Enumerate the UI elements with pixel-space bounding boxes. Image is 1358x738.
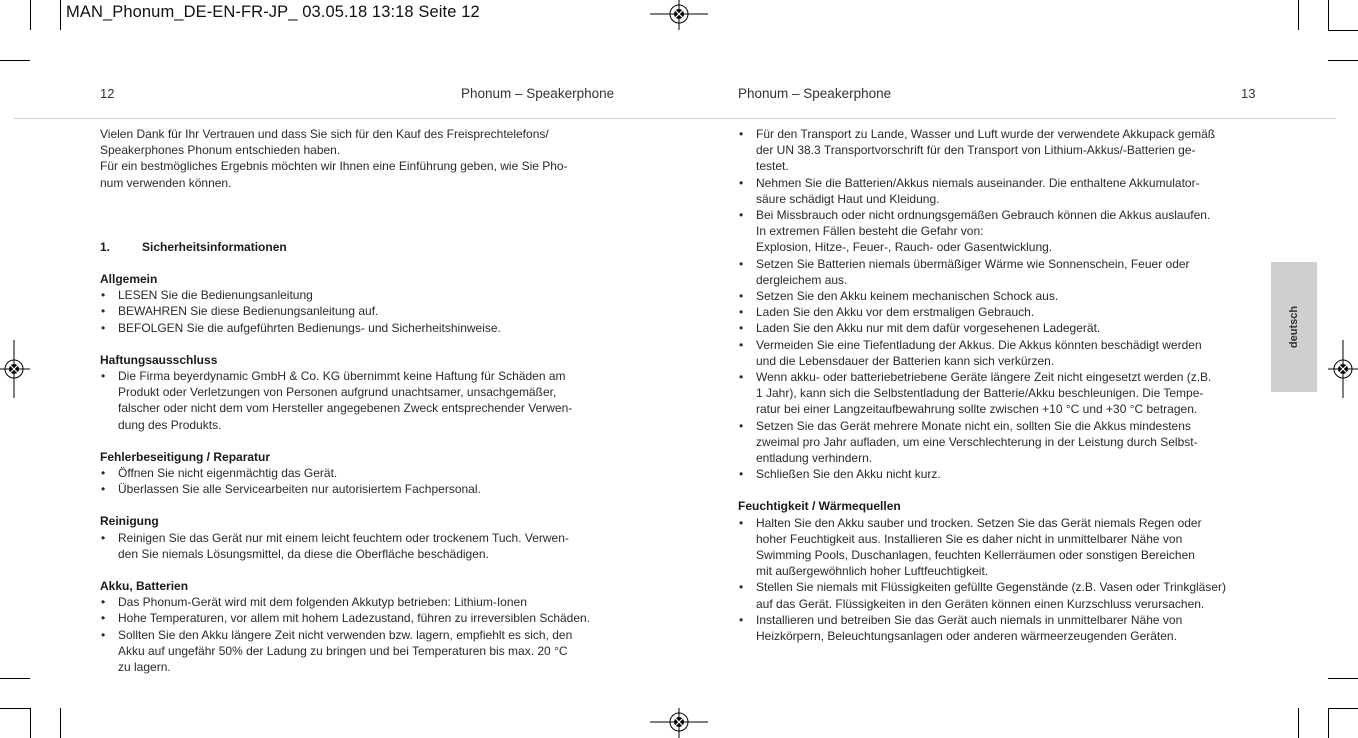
left-page-number: 12	[100, 86, 115, 101]
print-slug: MAN_Phonum_DE-EN-FR-JP_ 03.05.18 13:18 Seite 12	[66, 3, 480, 21]
list-item: • BEWAHREN Sie diese Bedienungsanleitung auf.	[100, 303, 625, 319]
left-running-title: Phonum – Speakerphone	[461, 86, 615, 101]
list-item: • Setzen Sie den Akku keinem mechanischen Schock aus.	[738, 288, 1263, 304]
haftung-heading: Haftungsausschluss	[100, 352, 218, 367]
list-item: • Setzen Sie das Gerät mehrere Monate nicht ein, sollten Sie die Akkus mindestens zweimal pro Jahr aufladen, um eine Verschlechterung in der Leistung durch Selbst- entladung verhindern.	[738, 418, 1263, 467]
list-item: • Für den Transport zu Lande, Wasser und Luft wurde der verwendete Akkupack gemäß der UN 38.3 Transportvorschrift für den Transport von Lithium-Akkus/-Batterien ge- testet.	[738, 126, 1263, 175]
akku-list-continued	[738, 126, 1263, 482]
allgemein-list	[100, 287, 625, 336]
list-item: • Laden Sie den Akku nur mit dem dafür vorgesehenen Ladegerät.	[738, 320, 1263, 336]
right-page-content	[738, 126, 1263, 644]
section-title: Sicherheitsinformationen	[142, 239, 287, 254]
akku-list	[100, 594, 625, 675]
list-item: • Schließen Sie den Akku nicht kurz.	[738, 466, 1263, 482]
registration-mark-left-icon	[0, 340, 30, 398]
registration-mark-bottom-icon	[650, 708, 708, 738]
reinigung-heading: Reinigung	[100, 514, 159, 529]
allgemein-heading: Allgemein	[100, 272, 158, 287]
list-item: • Hohe Temperaturen, vor allem mit hohem Ladezustand, führen zu irreversiblen Schäden.	[100, 610, 625, 626]
list-item: • Nehmen Sie die Batterien/Akkus niemals auseinander. Die enthaltene Akkumulator- säure schädigt Haut und Kleidung.	[738, 175, 1263, 207]
list-item: • Setzen Sie Batterien niemals übermäßiger Wärme wie Sonnenschein, Feuer oder dergleichem aus.	[738, 256, 1263, 288]
list-item: • Halten Sie den Akku sauber und trocken. Setzen Sie das Gerät niemals Regen oder hoher Feuchtigkeit aus. Installieren Sie es daher nicht in unmittelbarer Nähe von Swimming Pools, Duschanlagen, feuchten Kellerräumen oder sonstigen Bereichen mit außergewöhnlich hoher Luftfeuchtigkeit.	[738, 515, 1263, 580]
list-item: • Überlassen Sie alle Servicearbeiten nur autorisiertem Fachpersonal.	[100, 481, 625, 497]
section-heading	[100, 239, 625, 255]
list-item: • Laden Sie den Akku vor dem erstmaligen Gebrauch.	[738, 304, 1263, 320]
list-item: • Sollten Sie den Akku längere Zeit nicht verwenden bzw. lagern, empfiehlt es sich, den Akku auf ungefähr 50% der Ladung zu bringen und bei Temperaturen bis max. 20 °C zu lagern.	[100, 627, 625, 676]
intro-line: Speakerphones Phonum entschieden haben.	[100, 143, 341, 158]
reinigung-list	[100, 530, 625, 562]
list-item: • Das Phonum-Gerät wird mit dem folgenden Akkutyp betrieben: Lithium-Ionen	[100, 594, 625, 610]
right-page-number: 13	[1241, 86, 1256, 101]
intro-line: num verwenden können.	[100, 175, 232, 190]
language-tab	[1271, 262, 1317, 392]
section-number: 1.	[100, 239, 111, 254]
intro-line: Vielen Dank für Ihr Vertrauen und dass Sie sich für den Kauf des Freisprechtelefons/	[100, 127, 549, 141]
registration-mark-right-icon	[1328, 340, 1358, 398]
language-tab-label: deutsch	[1288, 305, 1300, 349]
list-item: • Reinigen Sie das Gerät nur mit einem leicht feuchtem oder trockenem Tuch. Verwen- den Sie niemals Lösungsmittel, da diese die Oberfläche beschädigen.	[100, 530, 625, 562]
registration-mark-top-icon	[650, 0, 708, 30]
left-page-content	[100, 126, 625, 675]
list-item: • Öffnen Sie nicht eigenmächtig das Gerät.	[100, 465, 625, 481]
list-item: • Stellen Sie niemals mit Flüssigkeiten gefüllte Gegenstände (z.B. Vasen oder Trinkgläser) auf das Gerät. Flüssigkeiten in den Geräten können einen Kurzschluss verursachen.	[738, 579, 1263, 611]
list-item: • Installieren und betreiben Sie das Gerät auch niemals in unmittelbarer Nähe von Heizkörpern, Beleuchtungsanlagen oder anderen wärmeerzeugenden Geräten.	[738, 612, 1263, 644]
feuchtigkeit-list	[738, 515, 1263, 645]
right-running-title: Phonum – Speakerphone	[738, 86, 892, 101]
list-item: • Die Firma beyerdynamic GmbH & Co. KG übernimmt keine Haftung für Schäden am Produkt oder Verletzungen von Personen aufgrund unachtsamer, unsachgemäßer, falscher oder nicht dem vom Hersteller angegebenen Zweck entsprechender Verwen- dung des Produkts.	[100, 368, 625, 433]
header-rule	[14, 118, 1336, 119]
akku-heading: Akku, Batterien	[100, 579, 189, 594]
list-item: • Wenn akku- oder batteriebetriebene Geräte längere Zeit nicht eingesetzt werden (z.B. 1 Jahr), kann sich die Selbstentladung der Batterie/Akku beschleunigen. Die Tempe- ratur bei einer Langzeitaufbewahrung sollte zwischen +10 °C und +30 °C betragen.	[738, 369, 1263, 418]
fehler-list	[100, 465, 625, 497]
haftung-list	[100, 368, 625, 433]
list-item: • BEFOLGEN Sie die aufgeführten Bedienungs- und Sicherheitshinweise.	[100, 320, 625, 336]
list-item: • LESEN Sie die Bedienungsanleitung	[100, 287, 625, 303]
fehler-heading: Fehlerbeseitigung / Reparatur	[100, 449, 271, 464]
list-item: • Bei Missbrauch oder nicht ordnungsgemäßen Gebrauch können die Akkus auslaufen. In extremen Fällen besteht die Gefahr von: Explosion, Hitze-, Feuer-, Rauch- oder Gasentwicklung.	[738, 207, 1263, 256]
list-item: • Vermeiden Sie eine Tiefentladung der Akkus. Die Akkus könnten beschädigt werden und die Lebensdauer der Batterien kann sich verkürzen.	[738, 337, 1263, 369]
feuchtigkeit-heading: Feuchtigkeit / Wärmequellen	[738, 499, 901, 514]
intro-line: Für ein bestmögliches Ergebnis möchten wir Ihnen eine Einführung geben, wie Sie Pho-	[100, 159, 568, 174]
